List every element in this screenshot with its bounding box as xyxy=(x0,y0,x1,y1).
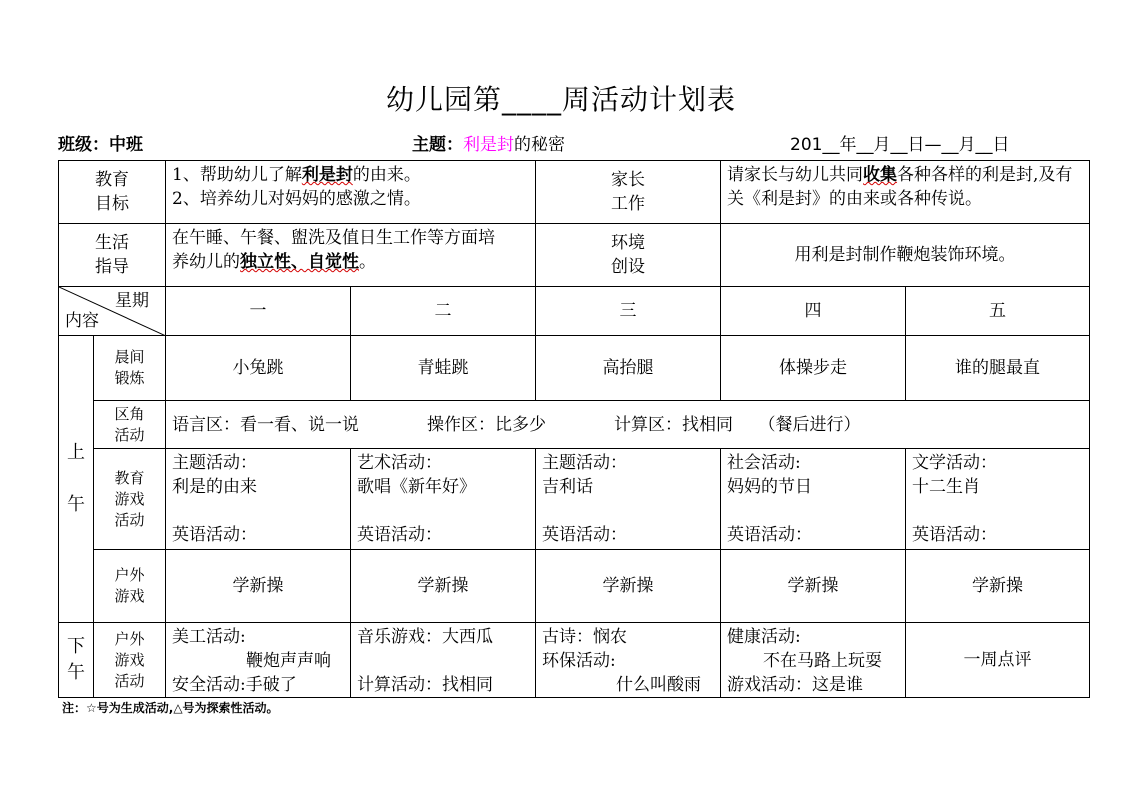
environment-label: 环境 创设 xyxy=(536,224,721,287)
afternoon-sub-label: 户外 游戏 活动 xyxy=(94,623,166,698)
plan-table xyxy=(58,160,1090,698)
parents-content: 请家长与幼儿共同收集各种各样的利是封,及有关《利是封》的由来或各种传说。 xyxy=(721,161,1090,224)
environment-content: 用利是封制作鞭炮装饰环境。 xyxy=(721,224,1090,287)
theme-highlight: 利是封 xyxy=(463,135,514,155)
weekly-review: 一周点评 xyxy=(906,623,1090,698)
theme-label xyxy=(412,130,565,155)
outdoor-cell: 学新操 xyxy=(721,550,906,623)
footnote: 注：☆号为生成活动,△号为探索性活动。 xyxy=(62,701,279,715)
content-label: 内容 xyxy=(65,311,99,331)
exercise-cell: 谁的腿最直 xyxy=(906,336,1090,401)
afternoon-cell: 音乐游戏：大西瓜 计算活动：找相同 xyxy=(351,623,536,698)
afternoon-cell: 古诗：悯农 环保活动: 什么叫酸雨 xyxy=(536,623,721,698)
parents-label: 家长 工作 xyxy=(536,161,721,224)
afternoon-cell: 美工活动: 鞭炮声声响 安全活动:手破了 xyxy=(166,623,351,698)
page-title: 幼儿园第____周活动计划表 xyxy=(385,83,736,116)
class-label: 班级：中班 xyxy=(58,135,143,155)
day-header: 五 xyxy=(906,287,1090,336)
exercise-cell: 青蛙跳 xyxy=(351,336,536,401)
life-content: 在午睡、午餐、盥洗及值日生工作等方面培 养幼儿的独立性、自觉性。 xyxy=(166,224,536,287)
education-cell: 社会活动: 妈妈的节日 英语活动： xyxy=(721,449,906,550)
date-range: 201__年__月__日—__月__日 xyxy=(790,135,1010,155)
goals-content: 1、帮助幼儿了解利是封的由来。 2、培养幼儿对妈妈的感激之情。 xyxy=(166,161,536,224)
day-header: 四 xyxy=(721,287,906,336)
outdoor-label: 户外 游戏 xyxy=(94,550,166,623)
exercise-cell: 高抬腿 xyxy=(536,336,721,401)
education-label: 教育 游戏 活动 xyxy=(94,449,166,550)
exercise-cell: 体操步走 xyxy=(721,336,906,401)
education-cell: 主题活动： 吉利话 英语活动： xyxy=(536,449,721,550)
education-cell: 主题活动： 利是的由来 英语活动： xyxy=(166,449,351,550)
outdoor-cell: 学新操 xyxy=(536,550,721,623)
week-label: 星期 xyxy=(115,291,149,311)
exercise-label: 晨间 锻炼 xyxy=(94,336,166,401)
exercise-cell: 小兔跳 xyxy=(166,336,351,401)
theme-rest: 的秘密 xyxy=(514,135,565,155)
afternoon-label: 下 午 xyxy=(59,623,94,698)
theme-prefix: 主题： xyxy=(412,135,463,155)
afternoon-cell: 健康活动: 不在马路上玩耍 游戏活动：这是谁 xyxy=(721,623,906,698)
education-cell: 文学活动： 十二生肖 英语活动： xyxy=(906,449,1090,550)
day-header: 一 xyxy=(166,287,351,336)
goals-label: 教育 目标 xyxy=(59,161,166,224)
weekday-corner xyxy=(59,287,166,336)
outdoor-cell: 学新操 xyxy=(906,550,1090,623)
corner-label: 区角 活动 xyxy=(94,401,166,449)
day-header: 二 xyxy=(351,287,536,336)
outdoor-cell: 学新操 xyxy=(166,550,351,623)
education-cell: 艺术活动： 歌唱《新年好》 英语活动： xyxy=(351,449,536,550)
corner-content: 语言区：看一看、说一说 操作区：比多少 计算区：找相同 （餐后进行） xyxy=(166,401,1090,449)
outdoor-cell: 学新操 xyxy=(351,550,536,623)
morning-label: 上 午 xyxy=(59,336,94,623)
day-header: 三 xyxy=(536,287,721,336)
life-label: 生活 指导 xyxy=(59,224,166,287)
